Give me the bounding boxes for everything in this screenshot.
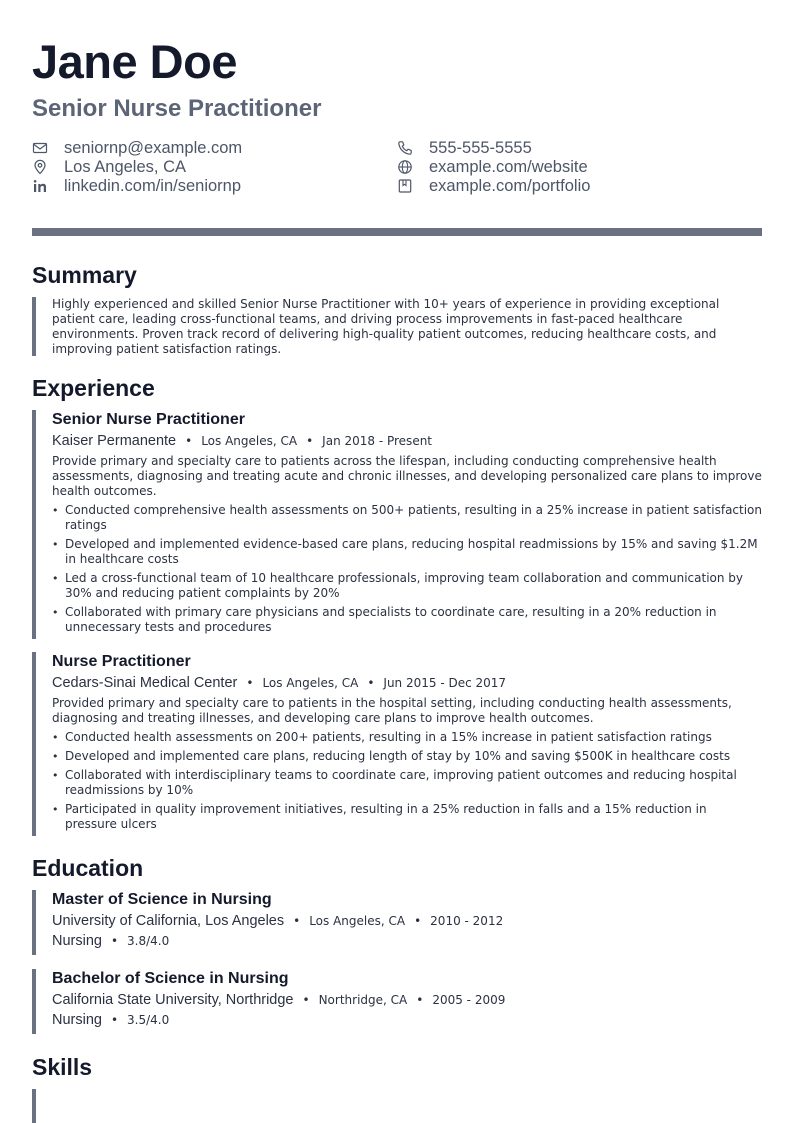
separator-dot: • (110, 934, 119, 948)
achievement-item: • Conducted comprehensive health assessments on 500+ patients, resulting in a 25% increase in patient satisfaction ratings (52, 503, 762, 533)
separator-dot: • (185, 434, 193, 448)
summary-block (32, 297, 762, 356)
candidate-name: Jane Doe (32, 35, 237, 88)
contact-website[interactable] (397, 157, 588, 177)
separator-dot: • (246, 676, 254, 690)
job-achievements (52, 730, 762, 832)
contact-info (32, 138, 762, 198)
portfolio-text: example.com/portfolio (429, 176, 591, 195)
separator-dot: • (414, 914, 422, 928)
separator-dot: • (293, 914, 301, 928)
job-description: Provide primary and specialty care to patients across the lifespan, including conducting comprehensive health assessments, diagnosing and treating acute and chronic illnesses, and developing personalized care plans to improve health outcomes. (52, 454, 762, 498)
job-meta (52, 433, 762, 449)
job-title: Nurse Practitioner (52, 653, 191, 670)
separator-dot: • (302, 993, 310, 1007)
globe-icon (397, 159, 413, 175)
job-entry (32, 410, 762, 639)
achievement-item: • Developed and implemented evidence-based care plans, reducing hospital readmissions by 15% and saving $1.2M in healthcare costs (52, 537, 762, 567)
contact-phone[interactable] (397, 138, 532, 158)
summary-text: Highly experienced and skilled Senior Nurse Practitioner with 10+ years of experience in providing exceptional patient care, leading cross-functional teams, and driving process improvements in fast-paced healthcare environments. Proven track record of delivering high-quality patient outcomes, reducing healthcare costs, and improving patient satisfaction ratings. (52, 297, 720, 356)
summary-heading: Summary (32, 262, 137, 288)
education-meta (52, 992, 762, 1008)
school-name: University of California, Los Angeles (52, 913, 285, 929)
gpa: 3.5/4.0 (127, 1013, 170, 1027)
education-heading: Education (32, 855, 144, 881)
separator-dot: • (306, 434, 314, 448)
contact-linkedin[interactable] (32, 176, 241, 196)
skills-heading: Skills (32, 1054, 93, 1080)
school-name: California State University, Northridge (52, 992, 294, 1008)
separator-dot: • (110, 1013, 119, 1027)
contact-location (32, 157, 186, 177)
achievement-item: • Collaborated with interdisciplinary teams to coordinate care, improving patient outcomes and reducing hospital readmissions by 10% (52, 768, 762, 798)
gpa: 3.8/4.0 (127, 934, 170, 948)
map-pin-icon (32, 159, 48, 175)
field-of-study: Nursing (52, 1012, 102, 1028)
email-text: seniornp@example.com (64, 138, 243, 157)
contact-portfolio[interactable] (397, 176, 590, 196)
education-dates: 2010 - 2012 (430, 914, 504, 928)
header-divider (32, 228, 762, 236)
phone-icon (397, 140, 413, 156)
achievement-item: • Led a cross-functional team of 10 healthcare professionals, improving team collaboration and communication by 30% and reducing patient complaints by 20% (52, 571, 762, 601)
degree-title: Bachelor of Science in Nursing (52, 970, 289, 987)
achievement-item: • Developed and implemented care plans, reducing length of stay by 10% and saving $500K in healthcare costs (52, 749, 762, 764)
linkedin-text: linkedin.com/in/seniornp (64, 176, 242, 195)
separator-dot: • (367, 676, 375, 690)
bookmark-icon (397, 178, 413, 194)
job-description: Provided primary and specialty care to patients in the hospital setting, including conducting health assessments, diagnosing and treating illnesses, and developing care plans to improve health outcomes. (52, 696, 732, 725)
field-of-study: Nursing (52, 933, 102, 949)
education-dates: 2005 - 2009 (432, 993, 506, 1007)
job-dates: Jan 2018 - Present (322, 434, 433, 448)
experience-heading: Experience (32, 375, 155, 401)
achievement-item: • Conducted health assessments on 200+ patients, resulting in a 15% increase in patient satisfaction ratings (52, 730, 762, 745)
contact-email[interactable] (32, 138, 242, 158)
job-location: Los Angeles, CA (201, 434, 298, 448)
achievement-item: • Collaborated with primary care physicians and specialists to coordinate care, resulting in a 20% reduction in unnecessary tests and procedures (52, 605, 762, 635)
job-dates: Jun 2015 - Dec 2017 (383, 676, 507, 690)
job-meta (52, 675, 762, 691)
achievement-item: • Participated in quality improvement initiatives, resulting in a 25% reduction in falls and a 15% reduction in pressure ulcers (52, 802, 762, 832)
education-entry (32, 969, 762, 1034)
education-details (52, 933, 762, 949)
job-achievements (52, 503, 762, 635)
mail-icon (32, 140, 48, 156)
job-company: Cedars-Sinai Medical Center (52, 675, 238, 691)
job-entry (32, 652, 762, 836)
candidate-title: Senior Nurse Practitioner (32, 95, 322, 122)
website-text: example.com/website (429, 157, 588, 176)
linkedin-icon (32, 178, 48, 194)
education-entry (32, 890, 762, 955)
degree-title: Master of Science in Nursing (52, 891, 272, 908)
skills-block (32, 1089, 762, 1123)
job-title: Senior Nurse Practitioner (52, 411, 245, 428)
phone-text: 555-555-5555 (429, 138, 532, 157)
job-company: Kaiser Permanente (52, 433, 177, 449)
school-location: Los Angeles, CA (309, 914, 406, 928)
school-location: Northridge, CA (318, 993, 408, 1007)
location-text: Los Angeles, CA (64, 157, 186, 176)
education-meta (52, 913, 762, 929)
education-details (52, 1012, 762, 1028)
job-location: Los Angeles, CA (262, 676, 359, 690)
separator-dot: • (416, 993, 424, 1007)
